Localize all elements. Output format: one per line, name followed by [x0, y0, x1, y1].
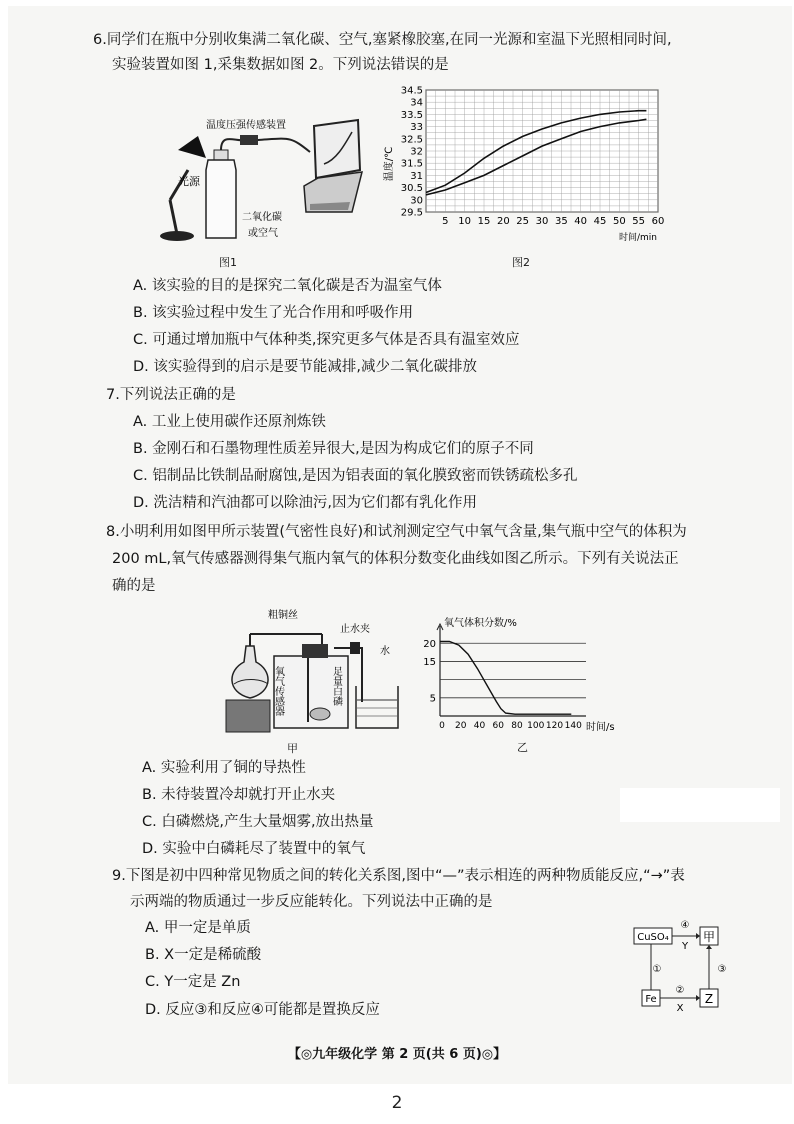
q8-stem-line1: 8.小明利用如图甲所示装置(气密性良好)和试剂测定空气中氧气含量,集气瓶中空气的体积为 [106, 524, 687, 540]
chart2-x-tick-label: 80 [511, 721, 523, 731]
chart1-x-tick-label: 15 [477, 216, 491, 227]
q6-stem-line2: 实验装置如图 1,采集数据如图 2。下列说法错误的是 [112, 57, 449, 73]
q7-option-a: A. 工业上使用碳作还原剂炼铁 [133, 414, 326, 430]
chart2-x-tick-label: 140 [564, 721, 582, 731]
flask-icon [232, 646, 268, 698]
q9-option-b: B. X一定是稀硫酸 [145, 947, 262, 963]
gas-bottle-icon [206, 150, 236, 238]
fig1-gas-label-2: 或空气 [248, 228, 278, 239]
label-num-2: ② [675, 985, 685, 996]
chart1-x-tick-label: 35 [554, 216, 568, 227]
chart1-y-tick-label: 31 [410, 170, 423, 182]
label-num-3: ③ [717, 964, 727, 975]
laptop-icon [304, 120, 362, 212]
chart1-y-tick-label: 29.5 [400, 207, 423, 219]
chart2-x-tick-label: 120 [545, 721, 564, 731]
chart1-y-tick-label: 32 [410, 146, 423, 158]
chart2-x-tick-label: 40 [473, 721, 486, 731]
chart1-ylabel: 温度/℃ [384, 146, 395, 182]
node-fe: Fe [645, 994, 657, 1005]
q7-stem: 7.下列说法正确的是 [106, 387, 236, 403]
chart1-y-tick-label: 30.5 [400, 183, 423, 195]
fig-jia-caption: 甲 [287, 742, 298, 755]
q8-option-c: C. 白磷燃烧,产生大量烟雾,放出热量 [142, 814, 374, 830]
q8-figure-jia-apparatus [212, 604, 412, 744]
q9-option-c: C. Y一定是 Zn [145, 974, 241, 990]
chart2-xlabel: 时间/s [586, 722, 615, 733]
fig-jia-copper-label: 粗铜丝 [268, 610, 298, 621]
fig-jia-sensor-label: 氧气传感器 [272, 666, 284, 716]
q9-option-d: D. 反应③和反应④可能都是置换反应 [145, 1002, 380, 1018]
label-y: Y [681, 941, 689, 952]
lamp-icon [160, 136, 206, 241]
q6-option-d: D. 该实验得到的启示是要节能减排,减少二氧化碳排放 [133, 359, 477, 375]
q8-stem-line3: 确的是 [112, 578, 156, 594]
chart1-y-tick-label: 34 [410, 97, 423, 109]
q8-figure-yi-oxygen-chart [418, 612, 618, 744]
chart1-x-tick-label: 20 [496, 216, 510, 227]
fig2-caption: 图2 [512, 256, 530, 269]
fig1-caption: 图1 [219, 256, 237, 269]
page-number: 2 [391, 1093, 403, 1113]
q6-stem-line1: 6.同学们在瓶中分别收集满二氧化碳、空气,塞紧橡胶塞,在同一光源和室温下光照相同时间, [93, 32, 672, 48]
fig-yi-caption: 乙 [517, 741, 528, 754]
node-z: Z [704, 992, 714, 1006]
chart1-x-tick-label: 5 [442, 216, 449, 227]
chart1-x-tick-label: 45 [593, 216, 607, 227]
scan-blank-patch [620, 788, 780, 822]
chart1-y-tick-label: 33 [410, 122, 423, 134]
q6-option-c: C. 可通过增加瓶中气体种类,探究更多气体是否具有温室效应 [133, 332, 520, 348]
fig1-gas-label-1: 二氧化碳 [242, 212, 282, 223]
page-footer: 【◎九年级化学 第 2 页(共 6 页)◎】 [287, 1047, 507, 1062]
chart2-y-tick-label: 15 [423, 656, 436, 668]
label-num-1: ① [652, 964, 662, 975]
node-jia: 甲 [702, 930, 716, 944]
q8-option-b: B. 未待装置冷却就打开止水夹 [142, 787, 336, 803]
fig1-sensor-label: 温度压强传感装置 [206, 120, 286, 131]
chart2-x-tick-label: 60 [492, 721, 504, 731]
chart2-x-tick-label: 100 [527, 721, 545, 731]
q6-option-b: B. 该实验过程中发生了光合作用和呼吸作用 [133, 305, 414, 321]
chart2-series-line [440, 642, 571, 715]
chart2-y-tick-label: 20 [423, 638, 436, 650]
q8-option-d: D. 实验中白磷耗尽了装置中的氧气 [142, 841, 366, 857]
chart1-x-tick-label: 60 [651, 216, 665, 227]
chart2-x-tick-label: 20 [455, 721, 467, 731]
chart1-x-tick-label: 55 [632, 216, 646, 227]
chart2-ylabel: 氧气体积分数/% [444, 618, 517, 629]
q6-figure1-apparatus [140, 100, 370, 250]
chart1-x-tick-label: 50 [612, 216, 626, 227]
chart1-y-tick-label: 33.5 [400, 109, 423, 121]
chart2-y-tick-label: 5 [429, 693, 436, 705]
q6-option-a: A. 该实验的目的是探究二氧化碳是否为温室气体 [133, 278, 442, 294]
label-num-4: ④ [680, 920, 690, 931]
q7-option-b: B. 金刚石和石墨物理性质差异很大,是因为构成它们的原子不同 [133, 441, 534, 457]
chart1-y-tick-label: 34.5 [400, 85, 423, 97]
chart1-y-tick-label: 30 [410, 195, 423, 207]
chart1-x-tick-label: 10 [458, 216, 472, 227]
fig-jia-clamp-label: 止水夹 [340, 624, 370, 635]
label-x: X [676, 1003, 684, 1014]
chart1-x-tick-label: 25 [516, 216, 530, 227]
q8-option-a: A. 实验利用了铜的导热性 [142, 760, 306, 776]
chart1-y-tick-label: 32.5 [400, 134, 423, 146]
chart1-y-tick-label: 31.5 [400, 158, 423, 170]
chart1-x-tick-label: 40 [574, 216, 588, 227]
q9-stem-line1: 9.下图是初中四种常见物质之间的转化关系图,图中“—”表示相连的两种物质能反应,“→”表 [112, 868, 685, 884]
chart1-x-tick-label: 30 [535, 216, 549, 227]
q8-stem-line2: 200 mL,氧气传感器测得集气瓶内氧气的体积分数变化曲线如图乙所示。下列有关说法正 [112, 551, 679, 567]
q7-option-c: C. 铝制品比铁制品耐腐蚀,是因为铝表面的氧化膜致密而铁锈疏松多孔 [133, 468, 578, 484]
chart1-xlabel: 时间/min [618, 233, 658, 243]
q9-stem-line2: 示两端的物质通过一步反应能转化。下列说法中正确的是 [130, 894, 493, 910]
fig1-light-label: 光源 [178, 175, 200, 188]
q9-transformation-diagram [630, 918, 730, 1018]
q6-figure2-temperature-chart [380, 84, 670, 246]
fig-jia-phosphorus-label: 足量白磷 [330, 666, 342, 706]
fig-jia-water-label: 水 [380, 646, 390, 657]
q9-option-a: A. 甲一定是单质 [145, 920, 251, 936]
q7-option-d: D. 洗洁精和汽油都可以除油污,因为它们都有乳化作用 [133, 495, 477, 511]
node-cuso4: CuSO₄ [637, 932, 669, 943]
chart2-x-tick-label: 0 [439, 721, 445, 731]
